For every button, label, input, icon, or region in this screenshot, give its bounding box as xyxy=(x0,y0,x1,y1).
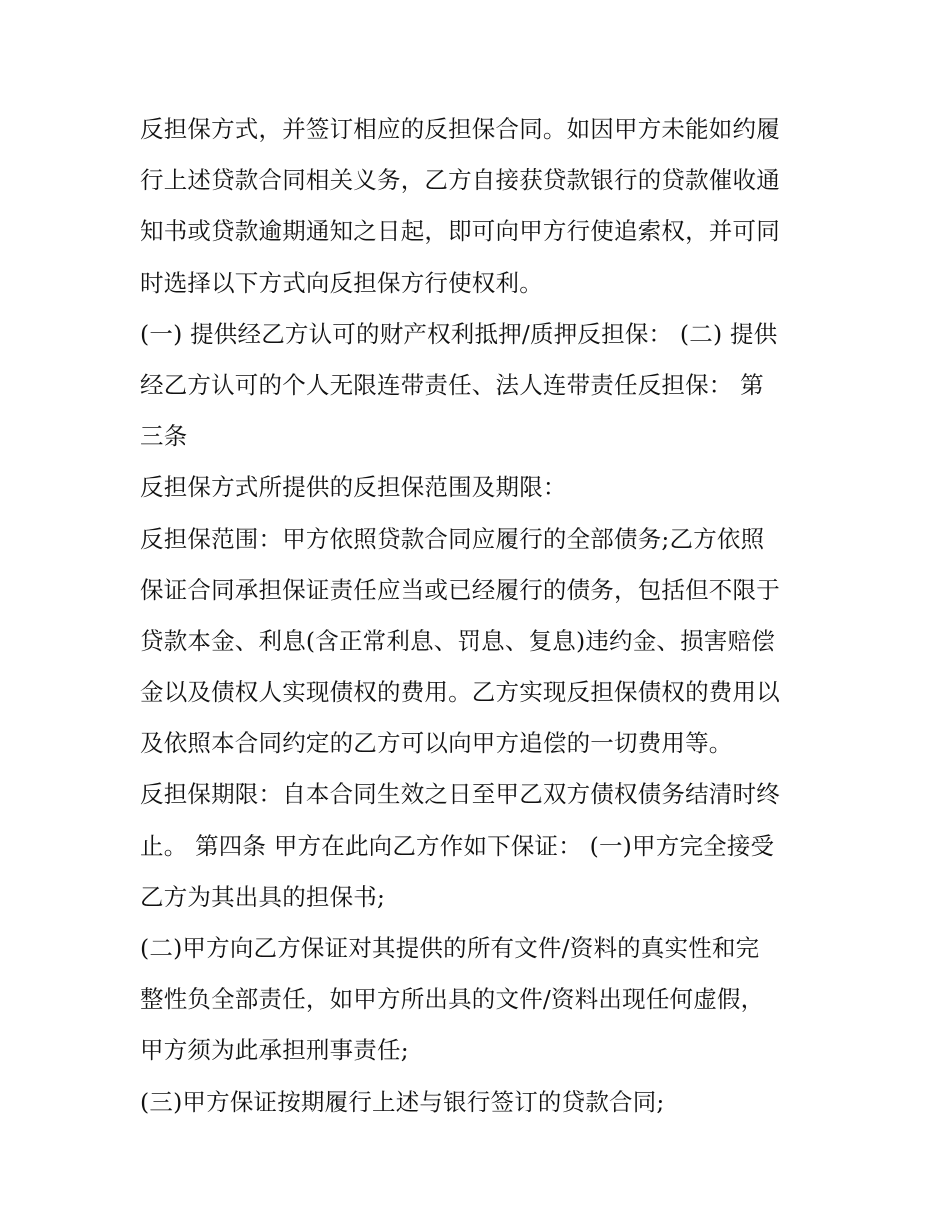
text-line: (三)甲方保证按期履行上述与银行签订的贷款合同; xyxy=(140,1087,665,1116)
text-line: 经乙方认可的个人无限连带责任、法人连带责任反担保： 第 xyxy=(140,370,764,399)
text-line: 时选择以下方式向反担保方行使权利。 xyxy=(140,268,543,297)
text-line: 乙方为其出具的担保书; xyxy=(140,882,386,911)
text-line: 行上述贷款合同相关义务，乙方自接获贷款银行的贷款催收通 xyxy=(140,166,780,195)
text-line: 反担保方式所提供的反担保范围及期限： xyxy=(140,473,567,502)
text-line: 整性负全部责任，如甲方所出具的文件/资料出现任何虚假， xyxy=(140,985,765,1014)
text-line: 甲方须为此承担刑事责任; xyxy=(140,1036,409,1065)
text-line: 反担保期限：自本合同生效之日至甲乙双方债权债务结清时终 xyxy=(140,780,780,809)
text-line: 三条 xyxy=(140,422,188,451)
text-line: (一) 提供经乙方认可的财产权利抵押/质押反担保： (二) 提供 xyxy=(140,319,778,348)
text-line: 贷款本金、利息(含正常利息、罚息、复息)违约金、损害赔偿 xyxy=(140,626,775,655)
text-line: 止。 第四条 甲方在此向乙方作如下保证： (一)甲方完全接受 xyxy=(140,831,775,860)
document-body xyxy=(140,104,820,1128)
text-line: 及依照本合同约定的乙方可以向甲方追偿的一切费用等。 xyxy=(140,729,733,758)
text-line: 反担保范围：甲方依照贷款合同应履行的全部债务;乙方依照 xyxy=(140,524,765,553)
text-line: (二)甲方向乙方保证对其提供的所有文件/资料的真实性和完 xyxy=(140,934,760,962)
text-line: 金以及债权人实现债权的费用。乙方实现反担保债权的费用以 xyxy=(140,678,780,707)
text-line: 保证合同承担保证责任应当或已经履行的债务，包括但不限于 xyxy=(140,575,780,604)
text-line: 知书或贷款逾期通知之日起，即可向甲方行使追索权，并可同 xyxy=(140,217,780,246)
text-line: 反担保方式，并签订相应的反担保合同。如因甲方未能如约履 xyxy=(140,115,780,143)
